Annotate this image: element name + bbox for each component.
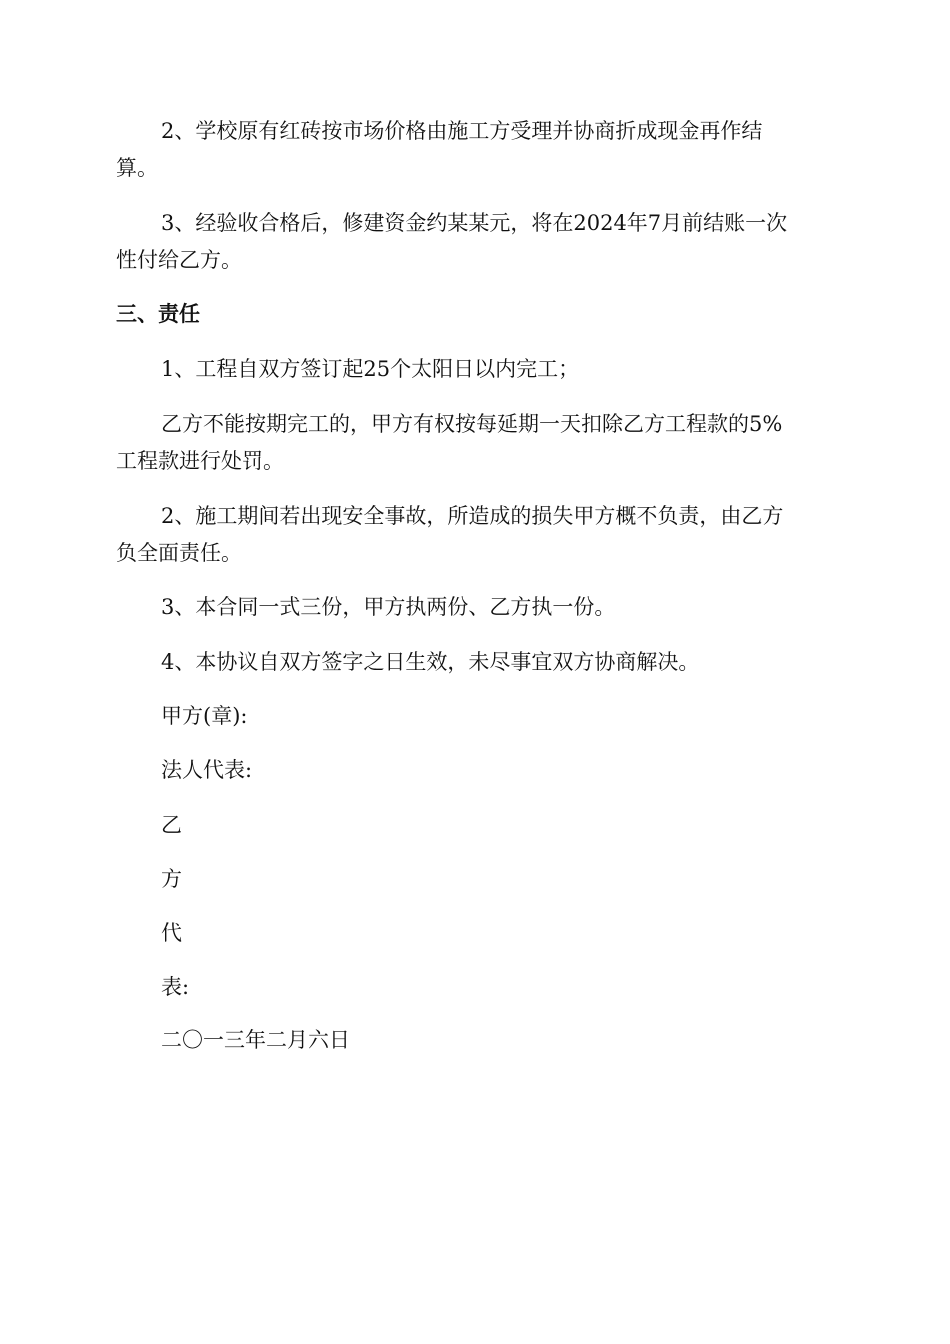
responsibility-2-line-1: 2、施工期间若出现安全事故，所造成的损失甲方概不负责，由乙方 [161, 504, 784, 528]
section-heading-responsibility: 三、责任 [116, 301, 200, 326]
signing-date: 二〇一三年二月六日 [161, 1028, 350, 1052]
party-a-seal-label: 甲方(章): [161, 704, 248, 728]
penalty-line-1: 乙方不能按期完工的，甲方有权按每延期一天扣除乙方工程款的5% [161, 412, 783, 436]
party-b-rep-char-3: 代 [161, 921, 182, 945]
penalty-line-2: 工程款进行处罚。 [116, 449, 284, 473]
party-b-rep-char-2: 方 [161, 867, 182, 891]
clause-2-line-2: 算。 [116, 156, 158, 180]
clause-2-line-1: 2、学校原有红砖按市场价格由施工方受理并协商折成现金再作结 [161, 119, 763, 143]
responsibility-2-line-2: 负全面责任。 [116, 541, 242, 565]
party-b-rep-char-1: 乙 [161, 813, 182, 837]
responsibility-1: 1、工程自双方签订起25个太阳日以内完工； [161, 357, 580, 381]
party-b-rep-char-4: 表: [161, 975, 190, 999]
responsibility-3: 3、本合同一式三份，甲方执两份、乙方执一份。 [161, 595, 616, 619]
clause-3-line-2: 性付给乙方。 [116, 248, 242, 272]
clause-3-line-1: 3、经验收合格后，修建资金约某某元，将在2024年7月前结账一次 [161, 211, 788, 235]
legal-representative-label: 法人代表: [161, 758, 253, 782]
responsibility-4: 4、本协议自双方签字之日生效，未尽事宜双方协商解决。 [161, 650, 700, 674]
